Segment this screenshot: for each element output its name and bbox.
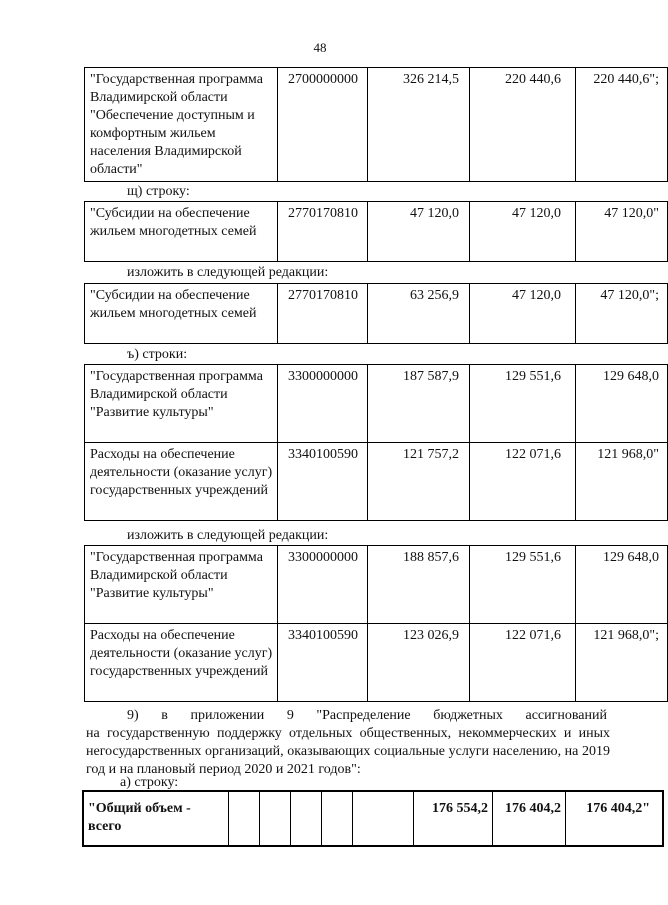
table-subsidy-new	[84, 283, 668, 344]
empty-cell	[291, 791, 322, 846]
row-name: Расходы на обеспечение деятельности (оказание услуг) государственных учреждений	[85, 443, 278, 521]
row-code: 3340100590	[278, 443, 368, 521]
row-code: 3300000000	[278, 546, 368, 624]
row-value-2019: 187 587,9	[368, 365, 470, 443]
table-row	[85, 68, 668, 182]
row-name: "Общий объем - всего	[83, 791, 229, 846]
row-value-2020: 122 071,6	[470, 624, 576, 702]
row-code: 2770170810	[278, 284, 368, 344]
row-code: 2770170810	[278, 202, 368, 262]
row-value-2021: 176 404,2"	[566, 791, 664, 846]
caption-new-edition-1: изложить в следующей редакции:	[127, 265, 329, 280]
empty-cell	[229, 791, 260, 846]
row-value-2021: 47 120,0";	[576, 284, 668, 344]
table-culture-new	[84, 545, 668, 702]
table-row	[85, 202, 668, 262]
row-value-2020: 47 120,0	[470, 202, 576, 262]
row-value-2019: 176 554,2	[414, 791, 493, 846]
table-row	[85, 546, 668, 624]
table-row	[85, 284, 668, 344]
row-value-2019: 63 256,9	[368, 284, 470, 344]
page-number: 48	[313, 40, 327, 55]
table-culture-old	[84, 364, 668, 521]
empty-cell	[353, 791, 414, 846]
caption-new-edition-2: изложить в следующей редакции:	[127, 528, 329, 543]
table-total-volume	[82, 790, 664, 847]
table-housing-program	[84, 67, 668, 182]
row-name: "Субсидии на обеспечение жильем многодетных семей	[85, 202, 278, 262]
paragraph-body: на государственную поддержку отдельных общественных, некоммерческих и иных негосударственных организаций, оказывающих социальные услуги населению, на 2019 год и на плановый период 2020 и 2021 годов":	[86, 726, 610, 777]
row-code: 2700000000	[278, 68, 368, 182]
row-name: "Государственная программа Владимирской области "Обеспечение доступным и комфортным жильем населения Владимирской области"	[85, 68, 278, 182]
row-name: "Государственная программа Владимирской области "Развитие культуры"	[85, 365, 278, 443]
row-value-2020: 129 551,6	[470, 546, 576, 624]
row-value-2019: 47 120,0	[368, 202, 470, 262]
row-value-2021: 220 440,6";	[576, 68, 668, 182]
caption-a: а) строку:	[120, 775, 179, 790]
row-value-2019: 188 857,6	[368, 546, 470, 624]
table-row	[85, 365, 668, 443]
row-code: 3340100590	[278, 624, 368, 702]
row-name: Расходы на обеспечение деятельности (оказание услуг) государственных учреждений	[85, 624, 278, 702]
row-name: "Государственная программа Владимирской области "Развитие культуры"	[85, 546, 278, 624]
row-value-2019: 326 214,5	[368, 68, 470, 182]
row-value-2020: 47 120,0	[470, 284, 576, 344]
row-value-2019: 121 757,2	[368, 443, 470, 521]
row-value-2020: 176 404,2	[493, 791, 566, 846]
row-value-2021: 47 120,0"	[576, 202, 668, 262]
row-code: 3300000000	[278, 365, 368, 443]
row-name: "Субсидии на обеспечение жильем многодетных семей	[85, 284, 278, 344]
caption-sch: щ) строку:	[127, 184, 190, 199]
row-value-2020: 129 551,6	[470, 365, 576, 443]
empty-cell	[322, 791, 353, 846]
row-value-2020: 220 440,6	[470, 68, 576, 182]
table-row	[85, 624, 668, 702]
row-value-2019: 123 026,9	[368, 624, 470, 702]
empty-cell	[260, 791, 291, 846]
table-subsidy-old	[84, 201, 668, 262]
row-value-2021: 129 648,0	[576, 365, 668, 443]
table-row	[85, 443, 668, 521]
row-value-2021: 129 648,0	[576, 546, 668, 624]
table-row	[83, 791, 663, 846]
caption-hard-sign: ъ) строки:	[127, 347, 188, 362]
paragraph-line-1: 9) в приложении 9 "Распределение бюджетных ассигнований	[127, 708, 607, 723]
row-value-2020: 122 071,6	[470, 443, 576, 521]
row-value-2021: 121 968,0"	[576, 443, 668, 521]
row-value-2021: 121 968,0";	[576, 624, 668, 702]
